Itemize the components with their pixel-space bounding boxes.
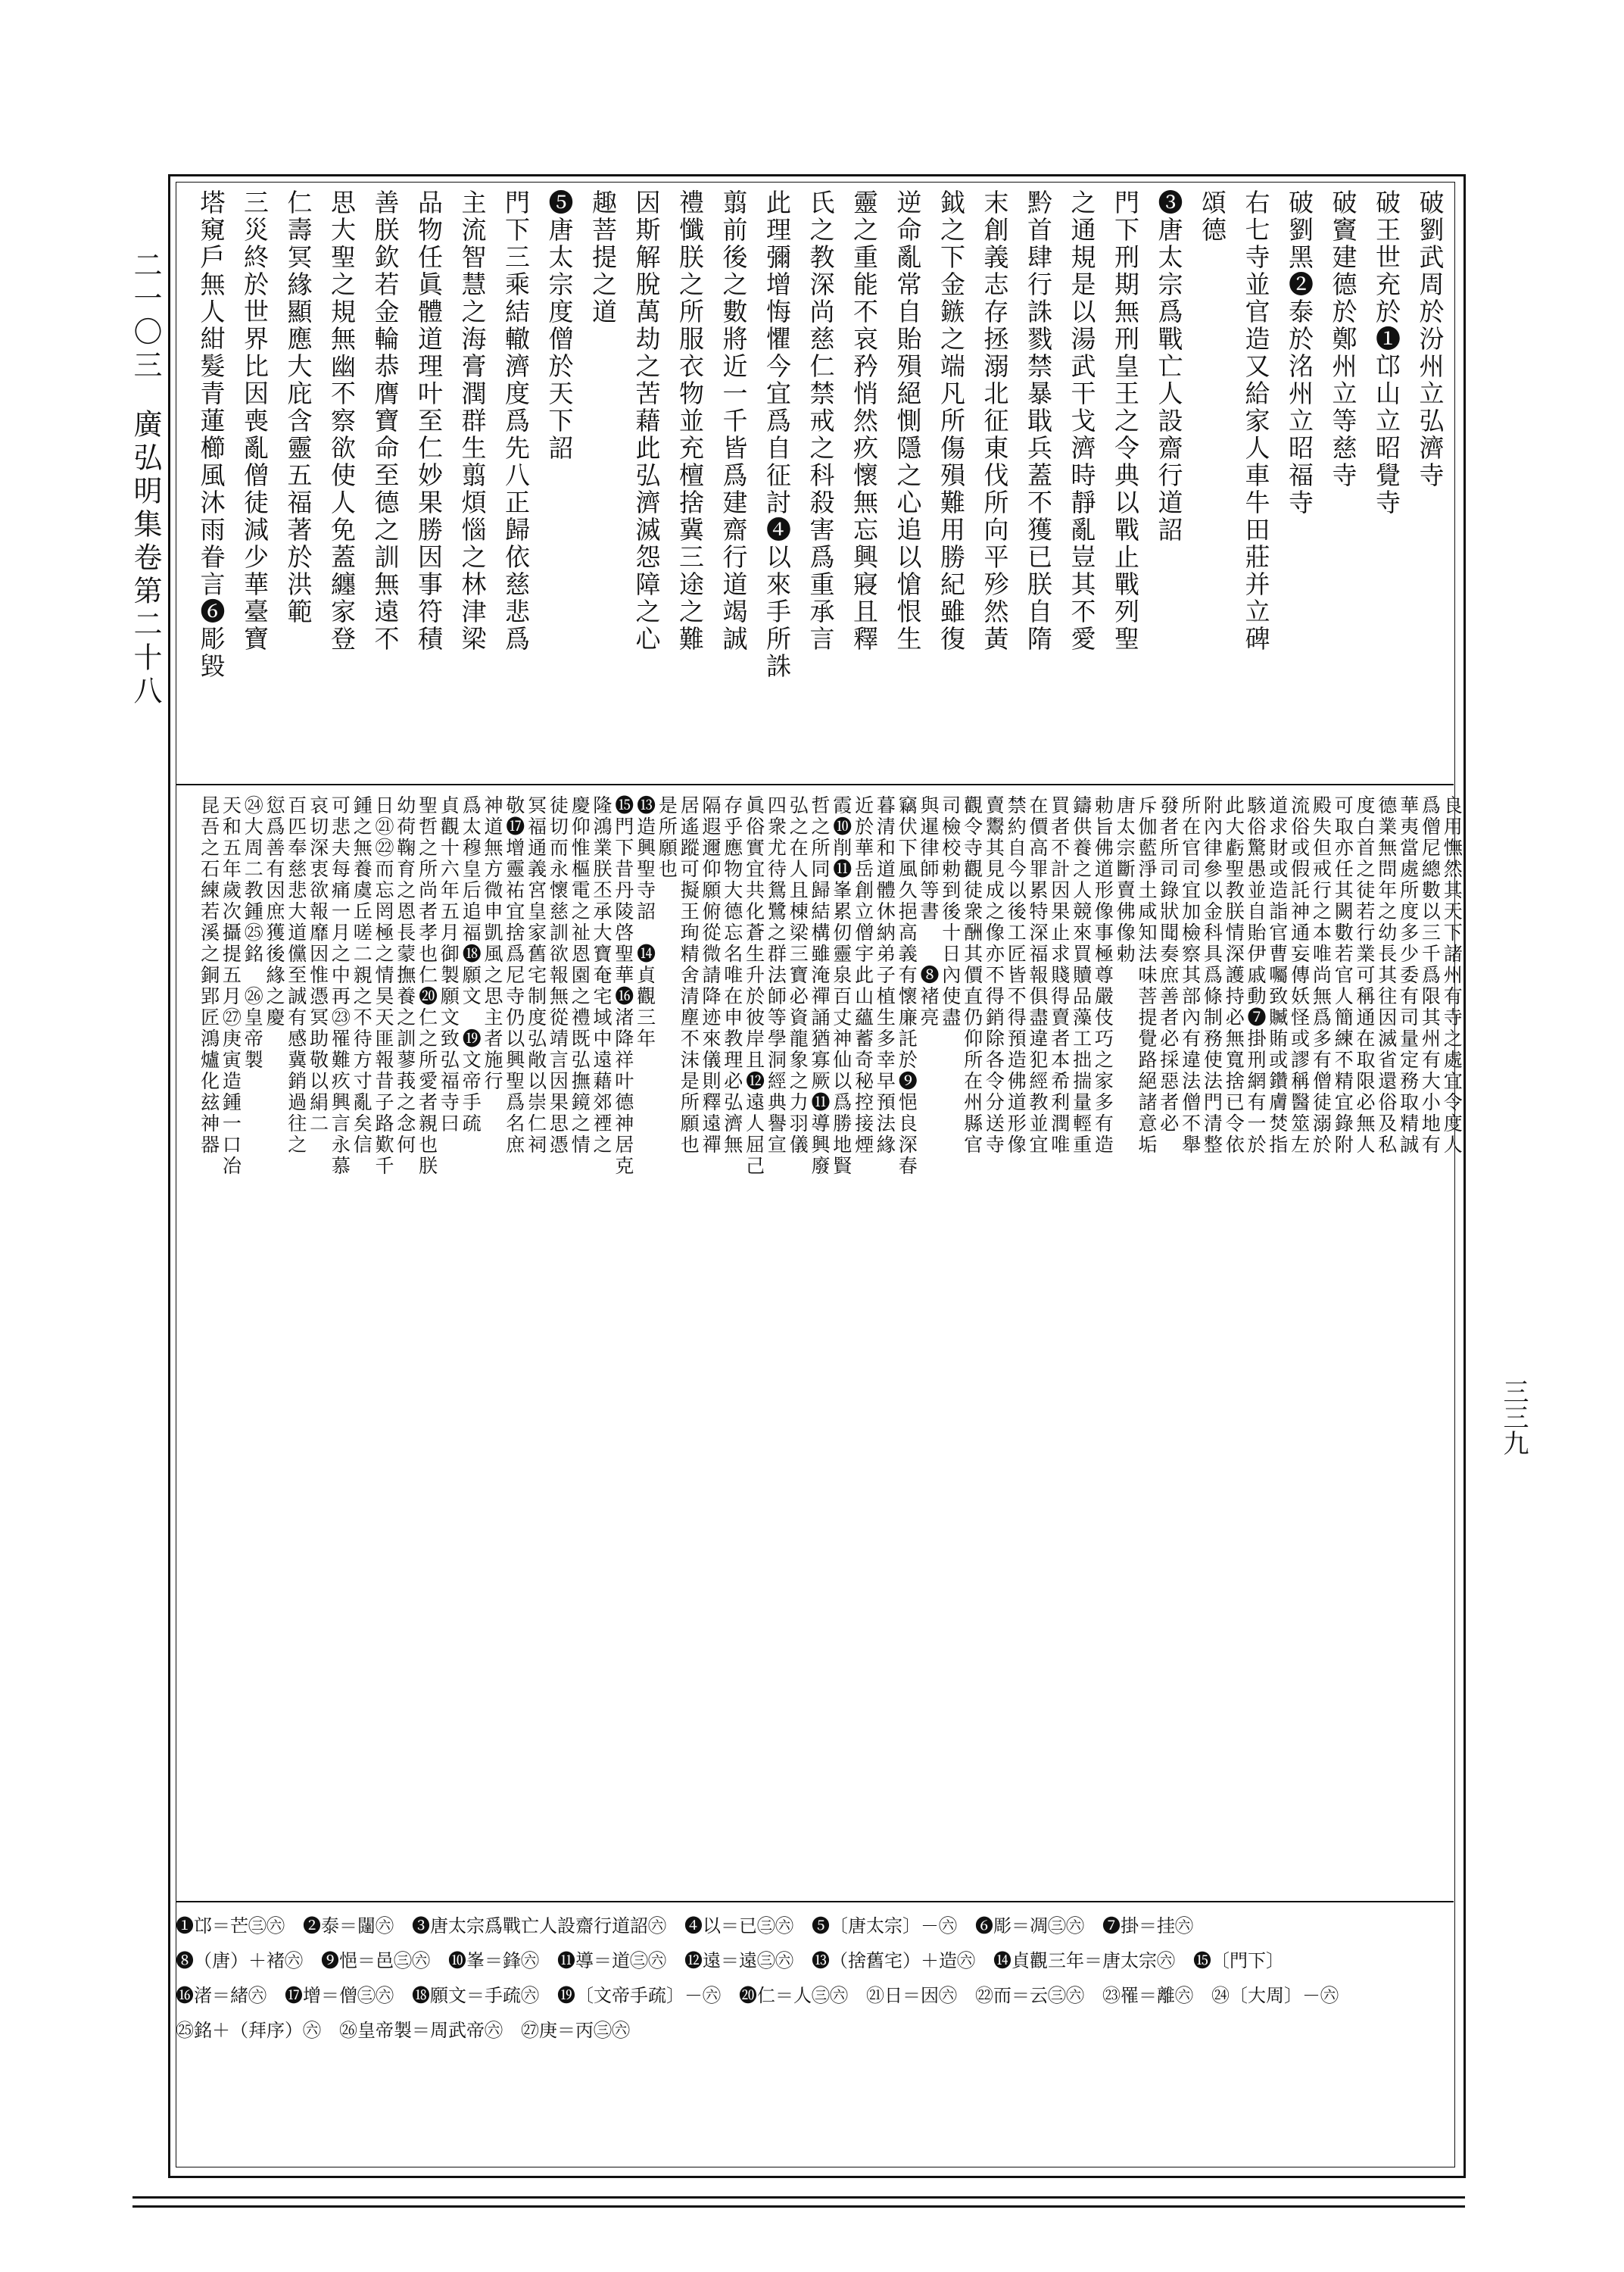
note-line: ❶邙＝芒㊂㊅ ❷泰＝闥㊅ ❸唐太宗爲戰亡人設齋行道詔㊅ ❹以＝已㊂㊅ ❺〔唐太宗〕－㊅ ❻彫＝凋㊂㊅ ❼掛＝挂㊅ [176, 1915, 1193, 1937]
text-column: 破王世充於❶邙山立昭覺寺 [1372, 189, 1401, 517]
text-column: 殿失但戒行之本唯尚無爲多有僧徒溺於 [1310, 795, 1333, 1156]
text-column: 是所願也 [656, 795, 678, 880]
text-column: 竊伏下風久挹高義有懷廉託於❾悒良深春 [896, 795, 918, 1177]
text-column: 所在官司宜加檢察其部內有違法僧不舉 [1179, 795, 1202, 1156]
text-column: 仁壽冥緣顯應大庇含靈五福著於洪範 [283, 189, 313, 626]
text-column: 破劉武周於汾州立弘濟寺 [1415, 189, 1445, 489]
section-divider [176, 784, 1454, 785]
text-column: 斥伽藍淨土咸知法味菩提覺路絕諸意垢 [1136, 795, 1158, 1156]
notes-divider [176, 1901, 1454, 1902]
text-column: 昆吾之石練若溪之銅郢匠鴻爐化玆神器 [198, 795, 220, 1156]
text-column: 三災終於世界比因喪亂僧徒減少華臺寶 [240, 189, 270, 653]
text-column: 勅旨佛道形像事極尊嚴伎巧之家多有造 [1092, 795, 1114, 1156]
text-column: 哲之所同歸結構雖淹禪誦猶寡厥⓫導興廢 [809, 795, 831, 1177]
text-column: 塔窺戶無人紺髮青蓮櫛風沐雨眷言❻彫毀 [196, 189, 226, 680]
text-column: 神道無方微申凱風之思主者施行 [482, 795, 503, 1092]
text-column: 此大虧聖教朕情深護持必無寬捨已令依 [1223, 795, 1245, 1156]
text-column: 門下刑期無刑皇王之令典以戰止戰列聖 [1111, 189, 1140, 653]
text-column: ⓯門下昔丹陵啓聖華⓰渚降祥叶德神居克 [612, 795, 634, 1177]
text-column: 賣鬻其見成之像亦不得銷除各令分送寺 [983, 795, 1005, 1156]
text-column: 日㉑㉒而忘罔極之情昊天匪報昔子路歎千 [372, 795, 394, 1177]
text-column: ❸唐太宗爲戰亡人設齋行道詔 [1154, 189, 1184, 544]
text-column: 逆命亂常自貽殞絕惻隱之心追以愴恨生 [893, 189, 923, 653]
text-column: 居遙蹤可擬王珣精舍清塵不沫是所願也 [678, 795, 700, 1156]
text-column: 右七寺並官造又給家人車牛田莊并立碑 [1241, 189, 1271, 653]
text-column: 買者不計因果止求賤得賣者本希利潤唯 [1048, 795, 1071, 1156]
text-column: 門下三乘結轍濟度爲先八正歸依慈悲爲 [501, 189, 531, 653]
text-column: 徒切而永懷慈訓欲報無從靖言因果思憑 [547, 795, 569, 1156]
text-column: 黔首肆行誅戮禁暴戢兵蓋不獲已朕自隋 [1024, 189, 1053, 653]
text-column: 之通規是以湯武干戈濟時靜亂豈其不愛 [1067, 189, 1097, 653]
text-column: 德業無問年之幼長其往因滅省還俗及私 [1375, 795, 1398, 1156]
text-column: 鑄供養之人競來買贖品藻工拙揣量輕重 [1070, 795, 1093, 1156]
text-column: 末創義志存拯溺北征東伐所向平殄然黃 [980, 189, 1010, 653]
text-column: 爲僧尼總數以三千爲限其州有大小地有 [1419, 795, 1442, 1156]
apparatus-notes [176, 1908, 1454, 2048]
page-number-left: 二一〇三 [129, 250, 162, 383]
text-column: 百匹奉慈悲大道儻至誠有感冀銷過往之 [285, 795, 307, 1156]
text-column: 頌德 [1198, 189, 1227, 244]
text-column: 鍾之無養虞丘嗟二親之不待方寸亂矣信 [351, 795, 373, 1156]
text-column: 良用憮然其天下諸州有寺之處宜令度人 [1441, 795, 1463, 1156]
text-column: 品物任眞體道理叶至仁妙果勝因事符積 [414, 189, 444, 653]
text-column: 靈之重能不哀矜悄然疚懷無忘興寢且釋 [849, 189, 879, 653]
page-number-right: 三三九 [1498, 1378, 1529, 1456]
text-column: 在價高罪累特深福報俱盡違犯經教並宜 [1027, 795, 1049, 1156]
bottom-rule [132, 2205, 1465, 2208]
text-column: 可悲夫每痛一月之中再㉓罹難疚興言永慕 [329, 795, 351, 1177]
text-column: 敬⓱增靈祐宜捨爲尼寺仍以興聖爲名庶 [503, 795, 525, 1156]
text-column: 近於華岳創立僧宇此山蘊蓄奇秘控接煙 [852, 795, 874, 1156]
text-column: 隆鴻業朕丕承大寶奄宅域中遠藉郊禋之 [591, 795, 613, 1156]
text-column: 禮懺朕之所服衣物並充檀捨冀三途之難 [675, 189, 705, 653]
book-title: 廣弘明集卷第二十八 [129, 409, 162, 709]
text-column: 眞俗實宜共化蒼生升於彼岸且⓬遠人屈己 [743, 795, 765, 1177]
text-column: 可取亦任其闕數若官人簡練不精宜錄附 [1332, 795, 1354, 1156]
text-column: 度白首之徒若行業可稱通在取限必無人 [1354, 795, 1376, 1156]
text-column: 駭俗驚愚並自貽伊戚動❼掛刑網有一於 [1245, 795, 1267, 1156]
text-column: ⓭造興聖寺詔 ⓮貞觀三年 [634, 795, 656, 1050]
text-column: 主流智慧之海膏潤群生翦煩惱之林津梁 [457, 189, 488, 653]
text-column: 禁約自今以後工匠皆不得預造佛道形像 [1005, 795, 1027, 1156]
text-column: 氏之教深尚慈仁禁戒之科殺害爲重承言 [806, 189, 836, 653]
text-column: 唐太宗斷賣佛像勅 [1114, 795, 1136, 965]
bottom-rule [132, 2196, 1465, 2199]
text-column: 哀切深衷欲報靡因惟憑冥助敬以絹二 [307, 795, 329, 1134]
text-column: 暮清和道體休納弟子植生多幸早預法緣 [874, 795, 896, 1156]
text-column: 華夷當處所度多少委有司量定務取精誠 [1397, 795, 1420, 1156]
text-column: 與暹律師等書 ❽褚亮 [918, 795, 940, 1028]
text-column: 聖哲之所尚者孝也仁⓴仁之所愛者親也朕 [416, 795, 438, 1177]
text-column: 發者所司錄狀聞奏庶善者必採惡者必 [1157, 795, 1180, 1134]
text-column: 破劉黑❷泰於洺州立昭福寺 [1285, 189, 1314, 517]
note-line: ❽（唐）＋褚㊅ ❾悒＝邑㊂㊅ ❿峯＝鋒㊅ ⓫導＝道㊂㊅ ⓬遠＝遠㊂㊅ ⓭（捨舊宅）＋造㊅ ⓮貞觀三年＝唐太宗㊅ ⓯〔門下〕 [176, 1950, 1284, 1971]
text-column: 愆爲善有因庶獲後緣之慶 [263, 795, 285, 1028]
text-column: 觀令寺觀徒衆酬其價直仍仰所在州縣官 [961, 795, 983, 1156]
text-column: 破竇建德於鄭州立等慈寺 [1328, 189, 1358, 489]
text-column: 鉞之下金鏃之端凡所傷殞難用勝紀雖復 [937, 189, 966, 653]
text-column: 爲太穆皇后追福⓲願文 ⓳文帝手疏 [460, 795, 482, 1134]
text-column: 因斯解脫萬劫之苦藉此弘濟滅怨障之心 [631, 189, 662, 653]
text-column: 翦前後之數將近一千皆爲建齋行道竭誠 [718, 189, 749, 653]
text-column: 流俗或假託神通妄傳妖怪或謬稱醫筮左 [1288, 795, 1311, 1156]
text-column: 天和五年歲次攝提五月㉗庚寅造鍾一口冶 [220, 795, 242, 1177]
text-column: 霞❿削⓫峯累仞靈泉百丈神仙以爲勝地賢 [830, 795, 853, 1177]
text-column: 司檢校勅到後十日內使盡 [939, 795, 962, 1028]
text-column: 隔遐邇仰願俯從微請降迹來儀則釋遠禪 [700, 795, 722, 1156]
text-column: 道求財或造詣官曹囑致贓賄或鑽膚焚指 [1266, 795, 1289, 1156]
text-column: 善朕欽若金輪恭膺寶命至德之訓無遠不 [370, 189, 401, 653]
text-column: 存乎應物大德忘名唯在申教理必弘濟無 [721, 795, 743, 1156]
text-column: 冥福通義宮皇家舊宅制度弘敞以崇仁祠 [525, 795, 547, 1156]
note-line: ㉕銘＋（拜序）㊅ ㉖皇帝製＝周武帝㊅ ㉗庚＝丙㊂㊅ [176, 2020, 630, 2041]
text-column: ❺唐太宗度僧於天下詔 [544, 189, 575, 462]
note-line: ⓰渚＝緒㊅ ⓱增＝僧㊂㊅ ⓲願文＝手疏㊅ ⓳〔文帝手疏〕－㊅ ⓴仁＝人㊂㊅ ㉑日＝因㊅ ㉒而＝云㊂㊅ ㉓罹＝離㊅ ㉔〔大周〕－㊅ [176, 1985, 1339, 2006]
text-column: 趣菩提之道 [588, 189, 618, 326]
text-column: 慶仰惟樞電之祉恩園之禮既弘撫鏡之情 [569, 795, 591, 1156]
text-column: 思大聖之規無幽不察欲使人免蓋纏家登 [327, 189, 357, 653]
text-column: 附內律參以金科具爲條制務使法門清整 [1201, 795, 1223, 1156]
text-column: 弘之在人且棟梁三寶必資龍象之力羽儀 [787, 795, 809, 1156]
text-column: 幼荷鞠育之恩長蒙撫養之訓蓼莪之念何 [394, 795, 416, 1156]
text-column: ㉔大周二教鍾㉕銘 ㉖皇帝製 [242, 795, 264, 1071]
text-column: 貞觀十六年五月御製願文致弘福寺曰 [438, 795, 460, 1134]
text-column: 四衆尤待鴛鷺之群法師等學洞經典譽宣 [765, 795, 787, 1156]
text-column: 此理彌增悔懼今宜爲自征討❹以來手所誅 [762, 189, 792, 680]
